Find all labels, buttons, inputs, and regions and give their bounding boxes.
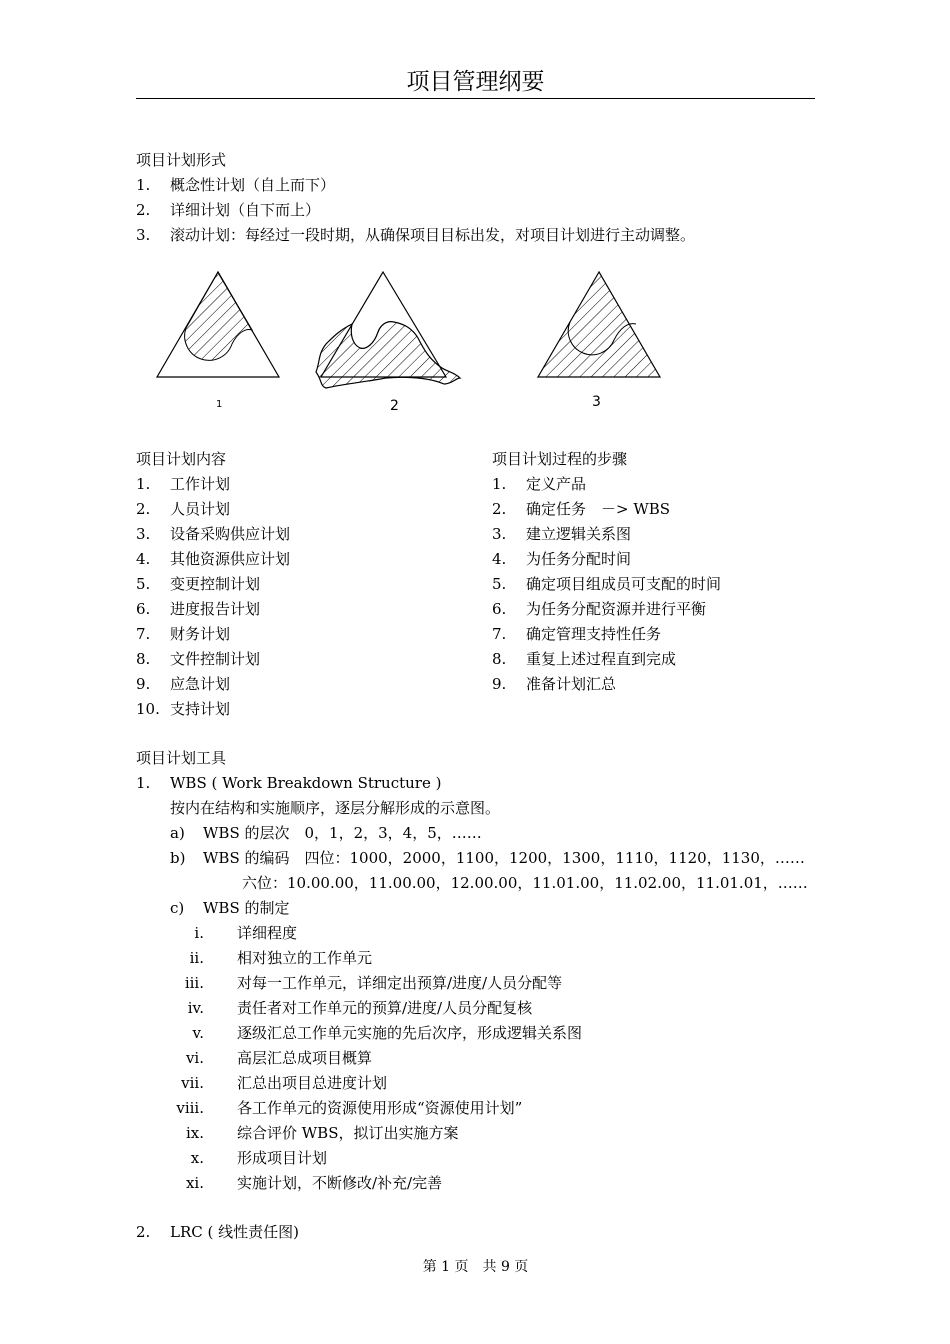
wbs-c-sub-item: 逐级汇总工作单元实施的先后次序，形成逻辑关系图 [237,1024,583,1042]
wbs-c-sub-num: i. [194,924,204,942]
wbs-c-sub-item: 形成项目计划 [237,1149,328,1167]
title-rule [136,98,815,99]
page-footer: 第 1 页 共 9 页 [422,1259,529,1275]
plan-steps-item: 为任务分配资源并进行平衡 [526,600,707,618]
wbs-num: 1. [136,774,151,792]
plan-steps-item: 建立逻辑关系图 [526,525,632,543]
wbs-levels: WBS 的层次 0，1，2，3，4，5，…… [203,824,482,842]
wbs-c-sub-num: v. [192,1024,204,1042]
wbs-c-sub-num: viii. [176,1099,204,1117]
wbs-c-sub-item: 实施计划，不断修改/补充/完善 [237,1174,443,1192]
figure-label-3: 3 [592,394,601,410]
tools-heading: 项目计划工具 [136,749,227,767]
plan-content-num: 3. [136,525,151,543]
plan-content-num: 2. [136,500,151,518]
wbs-c-sub-item: 高层汇总成项目概算 [237,1049,373,1067]
plan-content-num: 7. [136,625,151,643]
wbs-c-sub-item: 相对独立的工作单元 [237,949,373,967]
plan-forms-num-3: 3. [136,226,151,244]
plan-steps-num: 3. [492,525,507,543]
plan-steps-num: 1. [492,475,507,493]
plan-steps-item: 重复上述过程直到完成 [526,650,677,668]
plan-forms-item-3: 滚动计划：每经过一段时期，从确保项目目标出发，对项目计划进行主动调整。 [170,226,696,244]
plan-forms-heading: 项目计划形式 [136,151,227,169]
plan-steps-num: 9. [492,675,507,693]
plan-forms-num-2: 2. [136,201,151,219]
wbs-title: WBS ( Work Breakdown Structure ) [170,774,442,792]
plan-forms-num-1: 1. [136,176,151,194]
plan-content-num: 5. [136,575,151,593]
plan-content-num: 1. [136,475,151,493]
wbs-c-sub-num: xi. [185,1174,204,1192]
plan-steps-item: 确定任务 －> WBS [526,500,671,518]
wbs-c-num: c) [170,899,185,917]
wbs-c-sub-num: vi. [185,1049,204,1067]
plan-content-item: 设备采购供应计划 [170,525,291,543]
plan-steps-num: 8. [492,650,507,668]
lrc-num: 2. [136,1223,151,1241]
wbs-c-sub-num: vii. [181,1074,204,1092]
wbs-c-sub-item: 详细程度 [237,924,298,942]
wbs-description: 按内在结构和实施顺序，逐层分解形成的示意图。 [170,799,501,817]
plan-steps-num: 6. [492,600,507,618]
lrc-title: LRC ( 线性责任图) [170,1223,299,1241]
wbs-b-num: b) [170,849,186,867]
page-title: 项目管理纲要 [406,69,545,95]
plan-steps-item: 准备计划汇总 [526,675,617,693]
plan-content-item: 人员计划 [170,500,231,518]
plan-content-item: 财务计划 [170,625,231,643]
plan-content-num: 6. [136,600,151,618]
plan-content-num: 10. [136,700,160,718]
plan-content-item: 文件控制计划 [170,650,261,668]
wbs-c-sub-num: iv. [187,999,204,1017]
plan-content-item: 支持计划 [170,700,231,718]
plan-steps-item: 为任务分配时间 [526,550,632,568]
wbs-c-sub-num: iii. [184,974,204,992]
plan-forms-item-1: 概念性计划（自上而下） [170,176,336,194]
plan-content-item: 应急计划 [170,675,231,693]
wbs-a-num: a) [170,824,185,842]
plan-steps-num: 4. [492,550,507,568]
wbs-c-sub-item: 责任者对工作单元的预算/进度/人员分配复核 [237,999,533,1017]
triangle-3 [538,272,660,377]
plan-steps-heading: 项目计划过程的步骤 [492,450,628,468]
wbs-c-sub-item: 各工作单元的资源使用形成“资源使用计划” [237,1099,523,1117]
plan-content-num: 9. [136,675,151,693]
wbs-c-sub-item: 对每一工作单元，详细定出预算/进度/人员分配等 [237,974,563,992]
wbs-c-sub-item: 汇总出项目总进度计划 [237,1074,388,1092]
plan-content-item: 变更控制计划 [170,575,261,593]
figure-label-2: 2 [390,398,399,414]
plan-steps-num: 2. [492,500,507,518]
plan-steps-num: 7. [492,625,507,643]
plan-steps-item: 确定管理支持性任务 [526,625,662,643]
plan-content-item: 进度报告计划 [170,600,261,618]
wbs-c-sub-item: 综合评价 WBS，拟订出实施方案 [237,1124,459,1142]
figure-label-1: 1 [216,399,223,410]
wbs-coding: WBS 的编码 四位：1000，2000，1100，1200，1300，1110，1120，1130，…… [203,849,805,867]
plan-forms-item-2: 详细计划（自下而上） [170,201,321,219]
wbs-c-sub-num: ii. [189,949,204,967]
rolling-plan-figure [140,262,680,422]
plan-content-num: 4. [136,550,151,568]
wbs-c-sub-num: x. [190,1149,204,1167]
plan-content-item: 工作计划 [170,475,231,493]
triangle-1 [157,272,279,377]
plan-steps-item: 确定项目组成员可支配的时间 [526,575,722,593]
plan-content-num: 8. [136,650,151,668]
wbs-c-sub-num: ix. [185,1124,204,1142]
plan-content-item: 其他资源供应计划 [170,550,291,568]
triangle-2 [316,272,460,388]
plan-steps-num: 5. [492,575,507,593]
plan-steps-item: 定义产品 [526,475,587,493]
wbs-coding-six: 六位：10.00.00，11.00.00，12.00.00，11.01.00，11.02.00，11.01.01，…… [242,874,808,892]
wbs-making: WBS 的制定 [203,899,290,917]
plan-content-heading: 项目计划内容 [136,450,227,468]
